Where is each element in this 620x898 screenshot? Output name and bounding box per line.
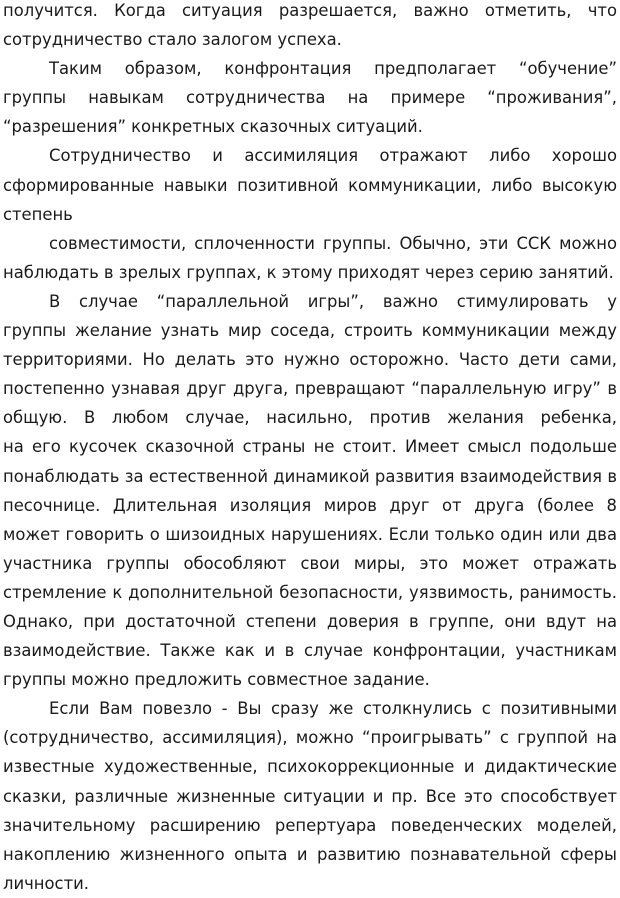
text-line: В случае “параллельной игры”, важно стимулировать у: [49, 291, 617, 311]
text-line: получится. Когда ситуация разрешается, важно отметить, что: [3, 1, 617, 20]
text-line: постепенно узнавая друг друга, превращают “параллельную игру” в: [3, 379, 617, 399]
text-line: значительному расширению репертуара поведенческих моделей,: [3, 815, 617, 835]
text-line: Если Вам повезло - Вы сразу же столкнулись с позитивными: [49, 699, 617, 719]
text-line: сформированные навыки позитивной коммуникации, либо высокую: [3, 175, 617, 195]
text-line: участника группы обособляют свои миры, это может отражать: [3, 553, 617, 573]
text-line: известные художественные, психокоррекционные и дидактические: [3, 757, 617, 777]
text-line: совместимости, сплоченности группы. Обычно, эти ССК можно: [49, 233, 617, 253]
text-line: общую. В любом случае, насильно, против желания ребенка,: [3, 408, 617, 428]
text-line: песочнице. Длительная изоляция миров друг от друга (более 8: [3, 495, 617, 515]
text-line: личности.: [3, 873, 89, 893]
text-line: группы навыкам сотрудничества на примере “проживания”,: [3, 88, 617, 108]
text-line: степень: [3, 204, 73, 224]
text-line: может говорить о шизоидных нарушениях. Если только один или два: [3, 524, 617, 544]
text-line: стремление к дополнительной безопасности, уязвимость, ранимость.: [3, 582, 617, 602]
text-line: Таким образом, конфронтация предполагает “обучение”: [49, 59, 617, 79]
body-text: [3, 0, 617, 898]
text-line: территориями. Но делать это нужно осторожно. Часто дети сами,: [3, 350, 617, 370]
text-line: (сотрудничество, ассимиляция), можно “проигрывать” с группой на: [3, 728, 617, 748]
text-line: сотрудничество стало залогом успеха.: [3, 30, 342, 50]
text-line: на его кусочек сказочной страны не стоит. Имеет смысл подольше: [3, 437, 617, 457]
text-line: взаимодействие. Также как и в случае конфронтации, участникам: [3, 641, 617, 661]
text-line: наблюдать в зрелых группах, к этому приходят через серию занятий.: [3, 262, 614, 282]
text-line: группы желание узнать мир соседа, строить коммуникации между: [3, 321, 617, 341]
text-line: накоплению жизненного опыта и развитию познавательной сферы: [3, 844, 617, 864]
text-line: Сотрудничество и ассимиляция отражают либо хорошо: [49, 146, 617, 166]
text-line: понаблюдать за естественной динамикой развития взаимодействия в: [3, 466, 617, 486]
text-line: сказки, различные жизненные ситуации и пр. Все это способствует: [3, 786, 617, 806]
text-line: группы можно предложить совместное задание.: [3, 670, 430, 690]
text-line: Однако, при достаточной степени доверия в группе, они вдут на: [3, 611, 617, 631]
text-line: “разрешения” конкретных сказочных ситуаций.: [3, 117, 423, 137]
